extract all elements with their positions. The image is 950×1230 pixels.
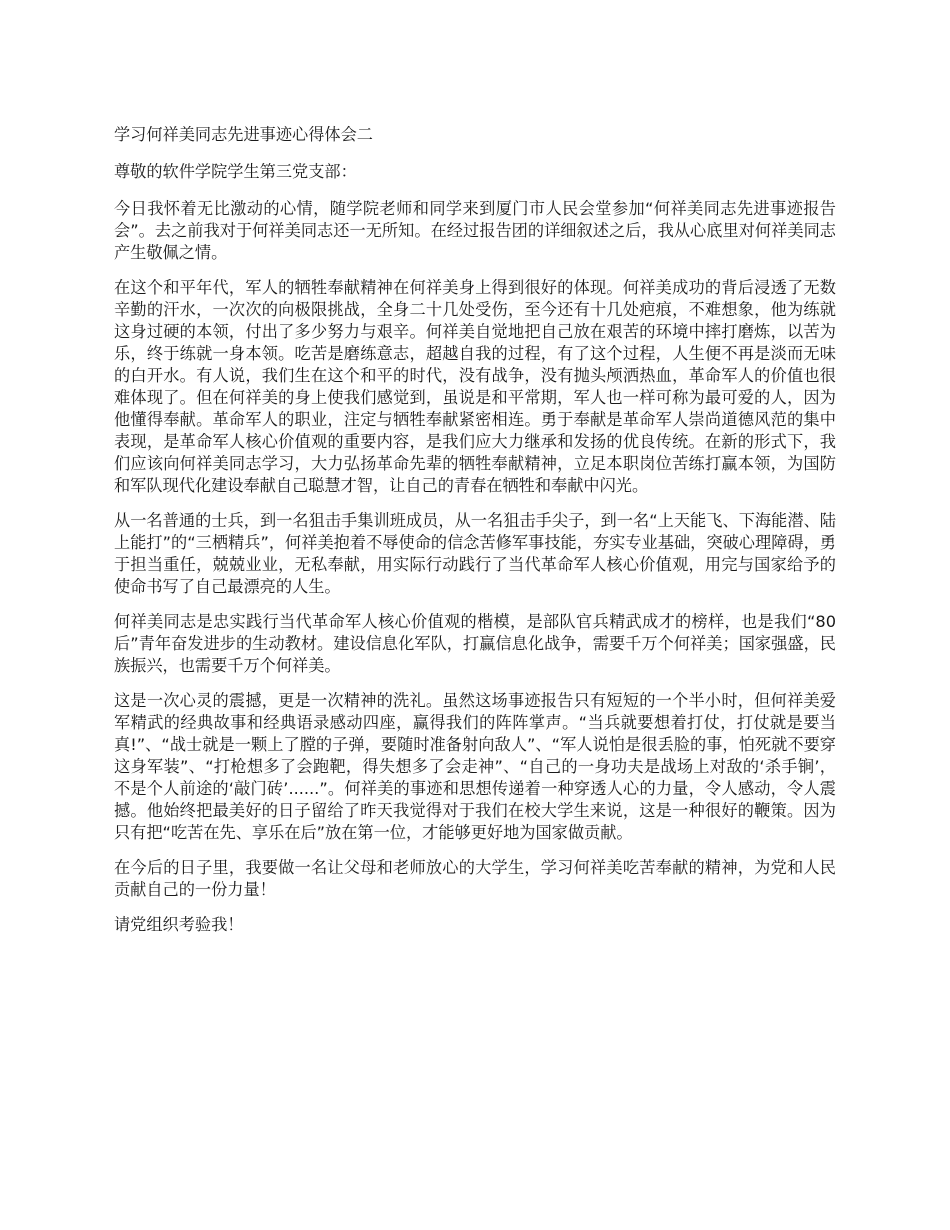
document-body (114, 124, 836, 949)
paragraph-intro: 今日我怀着无比激动的心情，随学院老师和同学来到厦门市人民会堂参加“何祥美同志先进事迹报告会”。去之前我对于何祥美同志还一无所知。在经过报告团的详细叙述之后，我从心底里对何祥美同志产生敬佩之情。 (114, 199, 836, 262)
document-title: 学习何祥美同志先进事迹心得体会二 (114, 125, 373, 144)
closing-line: 请党组织考验我！ (114, 915, 244, 934)
paragraph-role-model: 何祥美同志是忠实践行当代革命军人核心价值观的楷模，是部队官兵精武成才的榜样，也是我们“80后”青年奋发进步的生动教材。建设信息化军队，打赢信息化战争，需要千万个何祥美；国家强盛，民族振兴，也需要千万个何祥美。 (114, 612, 836, 675)
paragraph-resolution: 在今后的日子里，我要做一名让父母和老师放心的大学生，学习何祥美吃苦奉献的精神，为党和人民贡献自己的一份力量！ (114, 858, 836, 899)
paragraph-sacrifice: 在这个和平年代，军人的牺牲奉献精神在何祥美身上得到很好的体现。何祥美成功的背后浸透了无数辛勤的汗水，一次次的向极限挑战，全身二十几处受伤，至今还有十几处疤痕，不难想象，他为练就这身过硬的本领，付出了多少努力与艰辛。何祥美自觉地把自己放在艰苦的环境中摔打磨炼，以苦为乐，终于练就一身本领。吃苦是磨练意志，超越自我的过程，有了这个过程，人生便不再是淡而无味的白开水。有人说，我们生在这个和平的时代，没有战争，没有抛头颅洒热血，革命军人的价值也很难体现了。但在何祥美的身上使我们感觉到，虽说是和平常期，军人也一样可称为最可爱的人，因为他懂得奉献。革命军人的职业，注定与牺牲奉献紧密相连。勇于奉献是革命军人崇尚道德风范的集中表现，是革命军人核心价值观的重要内容，是我们应大力继承和发扬的优良传统。在新的形式下，我们应该向何祥美同志学习，大力弘扬革命先辈的牺牲奉献精神，立足本职岗位苦练打赢本领，为国防和军队现代化建设奉献自己聪慧才智，让自己的青春在牺牲和奉献中闪光。 (114, 278, 836, 495)
paragraph-career: 从一名普通的士兵，到一名狙击手集训班成员，从一名狙击手尖子，到一名“上天能飞、下海能潜、陆上能打”的“三栖精兵”，何祥美抱着不辱使命的信念苦修军事技能，夯实专业基础，突破心理障碍，勇于担当重任，兢兢业业，无私奉献，用实际行动践行了当代革命军人核心价值观，用完与国家给予的使命书写了自己最漂亮的人生。 (114, 511, 836, 596)
salutation: 尊敬的软件学院学生第三党支部： (114, 162, 357, 181)
paragraph-reflection: 这是一次心灵的震撼，更是一次精神的洗礼。虽然这场事迹报告只有短短的一个半小时，但何祥美爱军精武的经典故事和经典语录感动四座，赢得我们的阵阵掌声。“当兵就要想着打仗，打仗就是要当真!”、“战士就是一颗上了膛的子弹，要随时准备射向敌人”、“军人说怕是很丢脸的事，怕死就不要穿这身军装”、“打枪想多了会跑靶，得失想多了会走神”、“自己的一身功夫是战场上对敌的‘杀手锏’，不是个人前途的‘敲门砖’......”。何祥美的事迹和思想传递着一种穿透人心的力量，令人感动，令人震撼。他始终把最美好的日子留给了昨天我觉得对于我们在校大学生来说，这是一种很好的鞭策。因为只有把“吃苦在先、享乐在后”放在第一位，才能够更好地为国家做贡献。 (114, 691, 836, 842)
